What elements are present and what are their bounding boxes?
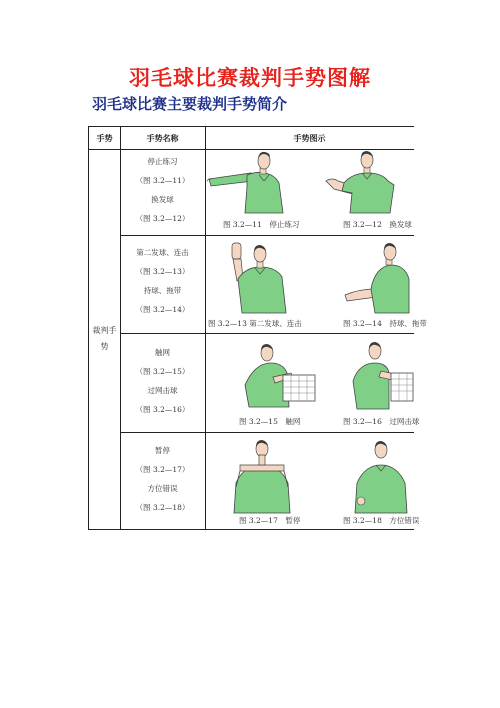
gesture-name: 停止练习 [147,157,178,166]
figure-caption: 图 3.2—18 方位错误 [343,516,420,525]
gesture-table [88,126,427,530]
gesture-name: 暂停 [155,446,170,455]
header-gesture: 手势 [96,133,113,143]
gesture-name-cell [120,441,205,517]
table-header-row [89,127,414,150]
service-over-illustration [322,151,412,217]
figure-ref: （图 3.2—18） [135,503,190,512]
figure-caption: 图 3.2—16 过网击球 [343,417,420,426]
holding-illustration [341,241,413,313]
category-line: 裁判手 [92,326,117,335]
gesture-name: 换发球 [151,195,174,204]
row-divider [120,235,414,236]
gesture-name: 触网 [155,348,170,357]
touch-net-illustration [239,337,319,413]
figure-ref: （图 3.2—12） [135,214,190,223]
category-line: 势 [100,342,109,351]
gesture-name-cell [120,152,205,228]
figure-caption: 图 3.2—15 触网 [239,417,301,426]
gesture-name: 持球、拖带 [143,286,182,295]
category-cell [89,323,120,355]
gesture-name: 方位错误 [147,484,178,493]
reaching-over-net-illustration [349,337,413,413]
figure-caption: 图 3.2—13 第二发球、连击 [208,319,302,328]
second-serve-illustration [224,239,294,315]
row-divider [120,432,414,433]
figure-ref: （图 3.2—16） [135,405,190,414]
wrong-court-illustration [351,437,413,515]
section-subtitle: 羽毛球比赛主要裁判手势简介 [92,95,288,113]
stop-practice-illustration [207,151,293,217]
page-title: 羽毛球比赛裁判手势图解 [129,65,371,90]
gesture-name-cell [120,243,205,319]
figure-ref: （图 3.2—13） [135,267,190,276]
figure-caption: 图 3.2—11 停止练习 [223,220,300,229]
figure-caption: 图 3.2—17 暂停 [239,516,301,525]
figure-ref: （图 3.2—17） [135,465,190,474]
row-divider [120,333,414,334]
header-gesture-illustration: 手势图示 [293,133,326,143]
gesture-name: 过网击球 [147,386,178,395]
figure-ref: （图 3.2—15） [135,367,190,376]
column-divider [205,127,206,529]
figure-caption: 图 3.2—12 换发球 [343,220,412,229]
suspend-play-illustration [226,435,298,515]
gesture-name-cell [120,343,205,419]
figure-ref: （图 3.2—11） [135,176,190,185]
figure-caption: 图 3.2—14 持球、拖带 [343,319,427,328]
figure-ref: （图 3.2—14） [135,305,190,314]
gesture-name: 第二发球、连击 [136,248,189,257]
header-gesture-name: 手势名称 [146,133,179,143]
